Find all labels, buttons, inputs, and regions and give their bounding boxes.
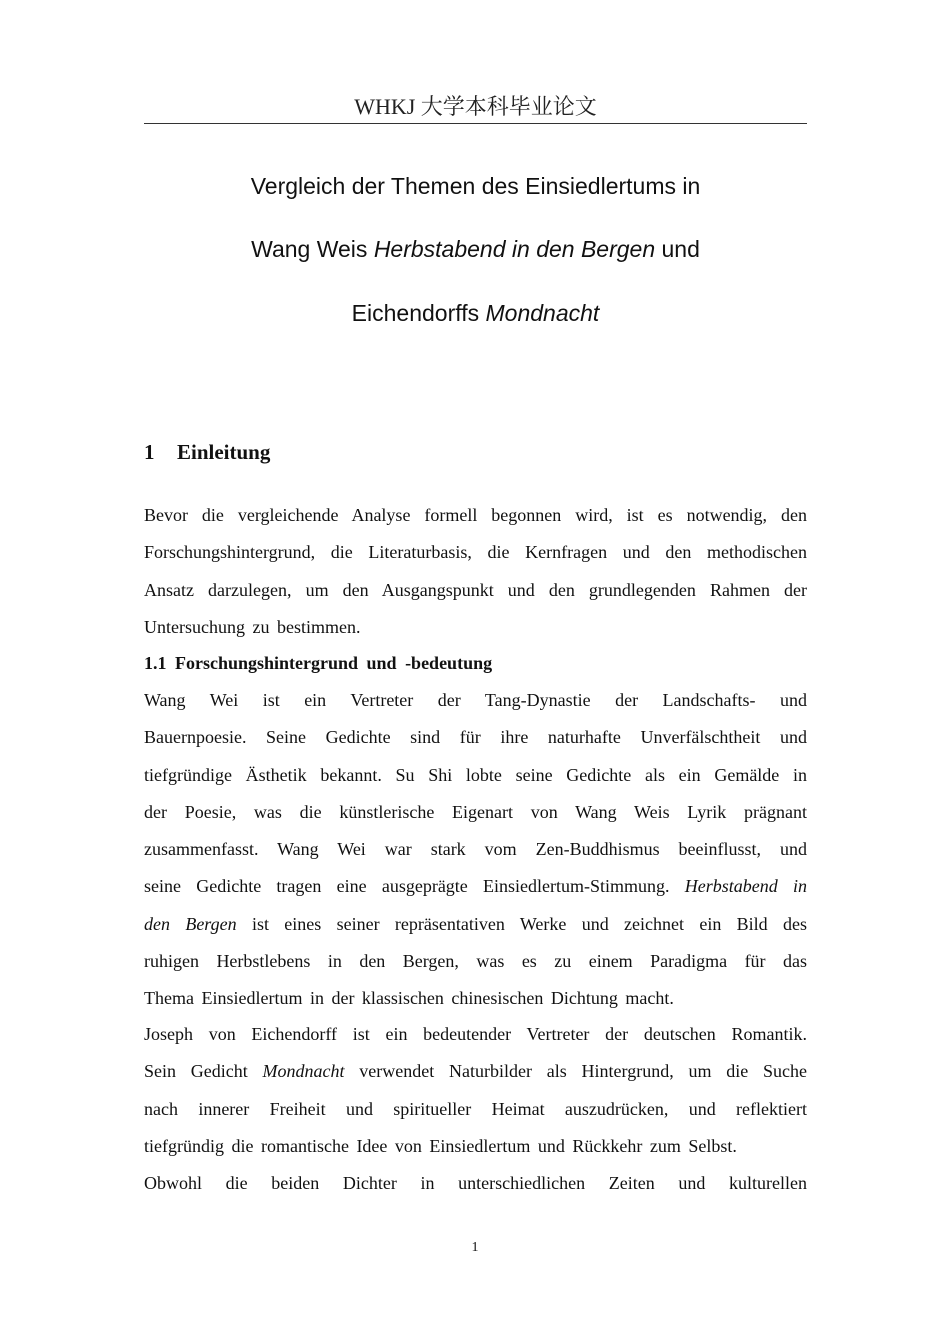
text-line: Obwohl die beiden Dichter in unterschiedlichen Zeiten und kulturellen bbox=[144, 1173, 807, 1193]
header-rule bbox=[144, 123, 807, 124]
text-line bbox=[144, 1053, 807, 1090]
text-segment: seine Gedichte tragen eine ausgeprägte Einsiedlertum-Stimmung. bbox=[144, 876, 685, 897]
text-line: nach innerer Freiheit und spiritueller Heimat auszudrücken, und reflektiert bbox=[144, 1098, 807, 1119]
text-line: der Poesie, was die künstlerische Eigenart von Wang Weis Lyrik prägnant bbox=[144, 801, 807, 822]
section-title: Einleitung bbox=[177, 440, 271, 464]
poem-title-herbstabend: den Bergen bbox=[144, 913, 237, 934]
document-title-line-2 bbox=[144, 234, 807, 264]
text-line bbox=[144, 868, 807, 905]
text-segment: ist eines seiner repräsentativen Werke und zeichnet ein Bild des bbox=[236, 913, 807, 934]
document-title-line-3 bbox=[144, 298, 807, 328]
paragraph-comparison bbox=[144, 1165, 807, 1202]
title-text: und bbox=[655, 236, 700, 262]
text-line: tiefgründige Ästhetik bekannt. Su Shi lobte seine Gedichte als ein Gemälde in bbox=[144, 764, 807, 785]
text-line: Ansatz darzulegen, um den Ausgangspunkt und den grundlegenden Rahmen der bbox=[144, 579, 807, 600]
page-number: 1 bbox=[471, 1240, 479, 1255]
text-segment: verwendet Naturbilder als Hintergrund, um die Suche bbox=[344, 1061, 807, 1082]
poem-title-herbstabend: Herbstabend in den Bergen bbox=[373, 236, 656, 262]
paragraph-eichendorff bbox=[144, 1016, 807, 1165]
running-header: WHKJ 大学本科毕业论文 bbox=[354, 94, 597, 119]
text-line: tiefgründig die romantische Idee von Einsiedlertum und Rückkehr zum Selbst. bbox=[144, 1135, 737, 1156]
text-line: Forschungshintergrund, die Literaturbasis, die Kernfragen und den methodischen bbox=[144, 542, 807, 563]
title-text: Vergleich der Themen des Einsiedlertums in bbox=[250, 173, 701, 199]
title-text: Eichendorffs bbox=[351, 300, 486, 326]
text-segment: Sein Gedicht bbox=[144, 1061, 263, 1082]
text-line: Joseph von Eichendorff ist ein bedeutender Vertreter der deutschen Romantik. bbox=[144, 1024, 807, 1044]
poem-title-mondnacht: Mondnacht bbox=[262, 1061, 345, 1082]
paragraph-wang-wei bbox=[144, 682, 807, 1018]
section-number: 1 bbox=[144, 440, 155, 464]
text-line: zusammenfasst. Wang Wei war stark vom Zen-Buddhismus beeinflusst, und bbox=[144, 839, 807, 860]
text-line: ruhigen Herbstlebens in den Bergen, was es zu einem Paradigma für das bbox=[144, 951, 807, 972]
section-heading bbox=[144, 438, 270, 466]
text-line bbox=[144, 906, 807, 943]
text-line: Thema Einsiedlertum in der klassischen chinesischen Dichtung macht. bbox=[144, 988, 674, 1009]
subsection-heading bbox=[144, 648, 492, 678]
title-text: Wang Weis bbox=[251, 236, 374, 262]
subsection-number: 1.1 bbox=[144, 653, 167, 673]
text-line: Bauernpoesie. Seine Gedichte sind für ihre naturhafte Unverfälschtheit und bbox=[144, 727, 807, 748]
subsection-title: Forschungshintergrund und -bedeutung bbox=[175, 653, 493, 673]
text-line: Wang Wei ist ein Vertreter der Tang-Dynastie der Landschafts- und bbox=[144, 690, 807, 710]
paragraph-intro bbox=[144, 497, 807, 646]
text-line: Untersuchung zu bestimmen. bbox=[144, 616, 361, 637]
poem-title-herbstabend: Herbstabend in bbox=[684, 876, 807, 897]
text-line: Bevor die vergleichende Analyse formell begonnen wird, ist es notwendig, den bbox=[144, 505, 807, 525]
poem-title-mondnacht: Mondnacht bbox=[485, 300, 600, 326]
document-title-line-1 bbox=[144, 171, 807, 201]
